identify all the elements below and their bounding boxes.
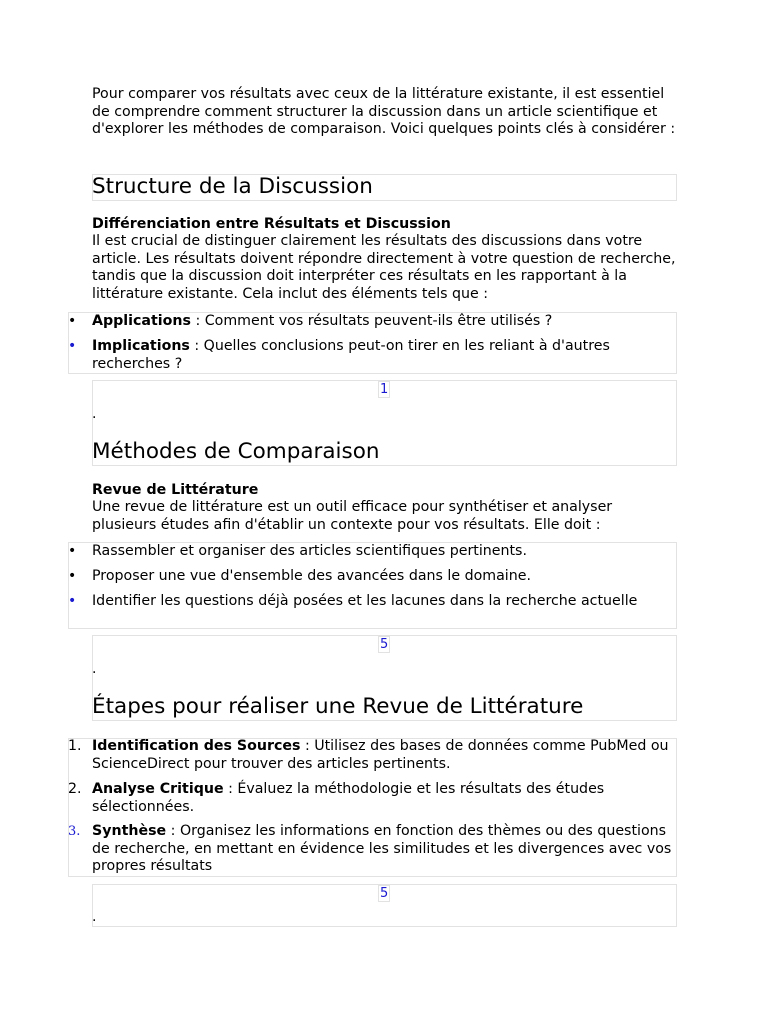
section-1-paragraph: Il est crucial de distinguer clairement les résultats des discussions dans votre article. Les résultats doivent répondre directement à votre question de recherche, tandis que la discussion doit interpréter ces résultats en les rapportant à la littérature existante. Cela inclut des éléments tels que :: [92, 233, 676, 302]
list-item: [68, 823, 677, 876]
list-item-term: Identification des Sources: [92, 738, 301, 754]
list-item: [68, 543, 677, 561]
list-number: 1.: [68, 738, 82, 754]
section-2-heading: Méthodes de Comparaison: [92, 439, 380, 464]
citation-dot: .: [92, 909, 97, 925]
citation-link[interactable]: 1: [380, 382, 389, 397]
list-item-text: : Utilisez des bases de données comme PubMed ou ScienceDirect pour trouver des articles pertinents.: [92, 738, 669, 772]
citation-dot: .: [92, 661, 97, 677]
list-item-term: Analyse Critique: [92, 781, 224, 797]
list-item-term: Synthèse: [92, 823, 167, 839]
list-item-text: Identifier les questions déjà posées et les lacunes dans la recherche actuelle: [92, 593, 638, 609]
bullet-icon: •: [68, 543, 77, 559]
citation-link[interactable]: 5: [380, 886, 389, 901]
citation-link[interactable]: 5: [380, 637, 389, 652]
bullet-icon: •: [68, 593, 77, 609]
list-item: [68, 738, 677, 773]
list-item-text: Proposer une vue d'ensemble des avancées dans le domaine.: [92, 568, 531, 584]
list-number: 2.: [68, 781, 82, 797]
list-item-text: : Quelles conclusions peut-on tirer en les reliant à d'autres recherches ?: [92, 338, 610, 372]
list-item-text: : Évaluez la méthodologie et les résultats des études sélectionnées.: [92, 781, 605, 815]
list-item-term: Implications: [92, 338, 190, 354]
list-item: [68, 313, 677, 331]
list-item: [68, 781, 677, 816]
bullet-icon: •: [68, 338, 77, 354]
list-item-text: : Organisez les informations en fonction des thèmes ou des questions de recherche, en mettant en évidence les similitudes et les divergences avec vos propres résultats: [92, 823, 672, 875]
section-2-subtitle: Revue de Littérature: [92, 482, 259, 498]
list-number: 3.: [68, 824, 81, 839]
bullet-icon: •: [68, 313, 77, 329]
list-item: [68, 338, 677, 373]
intro-paragraph: Pour comparer vos résultats avec ceux de la littérature existante, il est essentiel de comprendre comment structurer la discussion dans un article scientifique et d'explorer les méthodes de comparaison. Voici quelques points clés à considérer :: [92, 86, 676, 138]
section-2-paragraph: Une revue de littérature est un outil efficace pour synthétiser et analyser plusieurs études afin d'établir un contexte pour vos résultats. Elle doit :: [92, 499, 613, 533]
list-item: [68, 568, 677, 586]
list-item-term: Applications: [92, 313, 191, 329]
citation-dot: .: [92, 406, 97, 422]
section-1-subtitle: Différenciation entre Résultats et Discussion: [92, 216, 451, 232]
section-1-heading: Structure de la Discussion: [92, 174, 373, 199]
list-item-text: Rassembler et organiser des articles scientifiques pertinents.: [92, 543, 527, 559]
section-3-heading: Étapes pour réaliser une Revue de Littérature: [92, 694, 584, 719]
bullet-icon: •: [68, 568, 77, 584]
list-item: [68, 593, 677, 611]
list-item-text: : Comment vos résultats peuvent-ils être utilisés ?: [190, 313, 553, 329]
